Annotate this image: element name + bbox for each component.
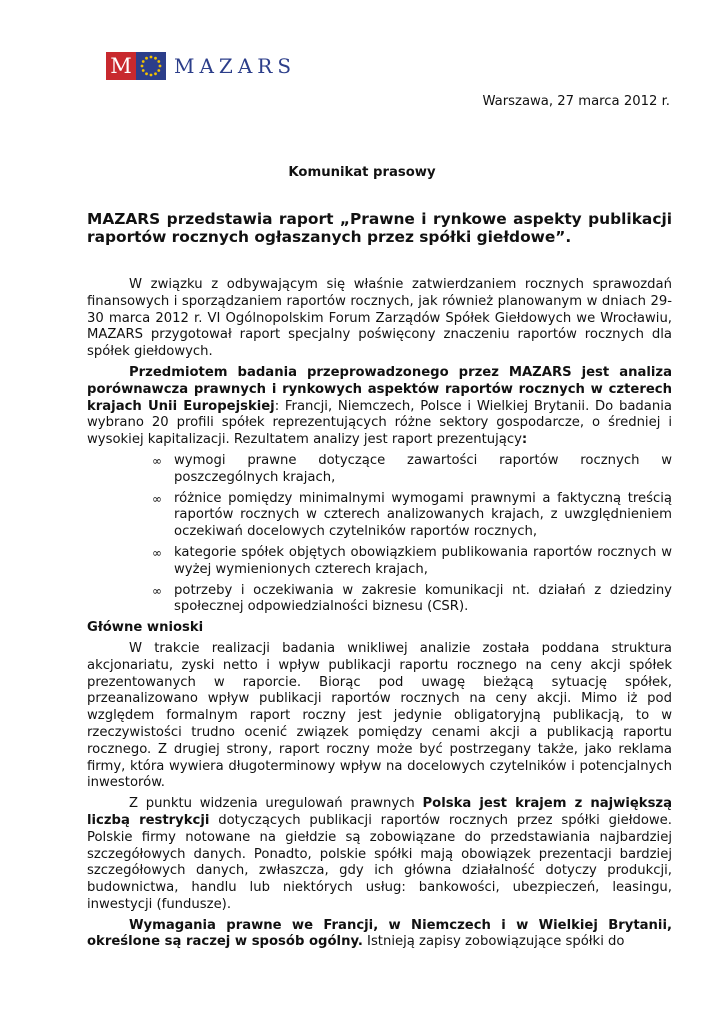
poland-lead: Z punktu widzenia uregulowań prawnych (129, 796, 423, 812)
subject-colon: : (521, 432, 528, 448)
bullet-icon: ∞ (152, 583, 162, 598)
poland-bold: Polska jest krajem z największą liczbą restrykcji (87, 796, 672, 828)
list-item-text: wymogi prawne dotyczące zawartości raportów rocznych w poszczególnych krajach, (174, 452, 672, 485)
subject-bold: Przedmiotem badania przeprowadzonego przez MAZARS jest analiza porównawcza prawnych i rynkowych aspektów raportów rocznych w czterech krajach Unii Europejskiej (87, 364, 672, 414)
list-item (152, 452, 672, 487)
bullet-list (87, 453, 672, 616)
requirements-rest: Istnieją zapisy zobowiązujące spółki do (362, 934, 625, 950)
list-item (152, 544, 672, 579)
document-type: Komunikat prasowy (288, 165, 436, 180)
paragraph-subject (87, 365, 672, 449)
bullet-icon: ∞ (152, 491, 162, 506)
document-body (87, 277, 672, 955)
logo-mark (106, 52, 166, 80)
list-item (152, 582, 672, 617)
paragraph-poland (87, 796, 672, 914)
paragraph-findings: W trakcie realizacji badania wnikliwej analizie została poddana struktura akcjonariatu, zyski netto i wpływ publikacji raportu rocznego na ceny akcji spółek prezentowanych w raporcie. Biorąc pod uwagę bieżącą sytuację spółek, przeanalizowano wpływ publikacji raportów rocznych na ceny akcji. Mimo iż pod względem formalnym raport roczny jest jedynie obligatoryjną publikacją, to w rzeczywistości trudno ocenić związek pomiędzy cenami akcji a publikacją raportu rocznego. Z drugiej strony, raport roczny może być postrzegany także, jako reklama firmy, która wywiera długoterminowy wpływ na docelowych czytelników i potencjalnych inwestorów. (87, 640, 672, 791)
bullet-icon: ∞ (152, 453, 162, 468)
bullet-icon: ∞ (152, 545, 162, 560)
requirements-bold: Wymagania prawne we Francji, w Niemczech i w Wielkiej Brytanii, określone są raczej w sposób ogólny. (87, 917, 672, 950)
list-item-text: kategorie spółek objętych obowiązkiem publikowania raportów rocznych w wyżej wymienionych czterech krajach, (174, 544, 672, 577)
poland-rest: dotyczących publikacji raportów rocznych przez spółki giełdowe. Polskie firmy notowane na giełdzie są zobowiązane do przedstawiania najbardziej szczegółowych danych. Ponadto, polskie spółki mają obowiązek prezentacji bardziej szczegółowych danych, zwłaszcza, gdy ich główna działalność dotyczy produkcji, budownictwa, handlu lub niektórych usług: bankowości, ubezpieczeń, leasingu, inwestycji (fundusze). (87, 812, 672, 912)
list-item-text: różnice pomiędzy minimalnymi wymogami prawnymi a faktyczną treścią raportów rocznych w czterech analizowanych krajach, z uwzględnieniem oczekiwań docelowych czytelników raportów rocznych, (174, 490, 672, 540)
section-heading: Główne wnioski (87, 620, 204, 636)
logo-wordmark: MAZARS (174, 54, 297, 78)
list-item (152, 490, 672, 541)
headline: MAZARS przedstawia raport „Prawne i rynkowe aspekty publikacji raportów rocznych ogłaszanych przez spółki giełdowe”. (87, 210, 672, 246)
list-item-text: potrzeby i oczekiwania w zakresie komunikacji nt. działań z dziedziny społecznej odpowiedzialności biznesu (CSR). (174, 582, 672, 615)
stars-icon (136, 52, 166, 80)
subject-rest: : Francji, Niemczech, Polsce i Wielkiej Brytanii. Do badania wybrano 20 profili spółek reprezentujących różne sektory gospodarcze, o średniej i wysokiej kapitalizacji. Rezultatem analizy jest raport prezentujący (87, 398, 672, 448)
paragraph-intro: W związku z odbywającym się właśnie zatwierdzaniem rocznych sprawozdań finansowych i sporządzaniem raportów rocznych, jak również planowanym w dniach 29-30 marca 2012 r. VI Ogólnopolskim Forum Zarządów Spółek Giełdowych we Wrocławiu, MAZARS przygotował raport specjalny poświęcony znaczeniu raportów rocznych dla spółek giełdowych. (87, 277, 672, 360)
logo-letter: M (106, 52, 136, 80)
mazars-logo (106, 52, 296, 80)
document-date: Warszawa, 27 marca 2012 r. (482, 94, 670, 109)
paragraph-requirements (87, 918, 672, 952)
